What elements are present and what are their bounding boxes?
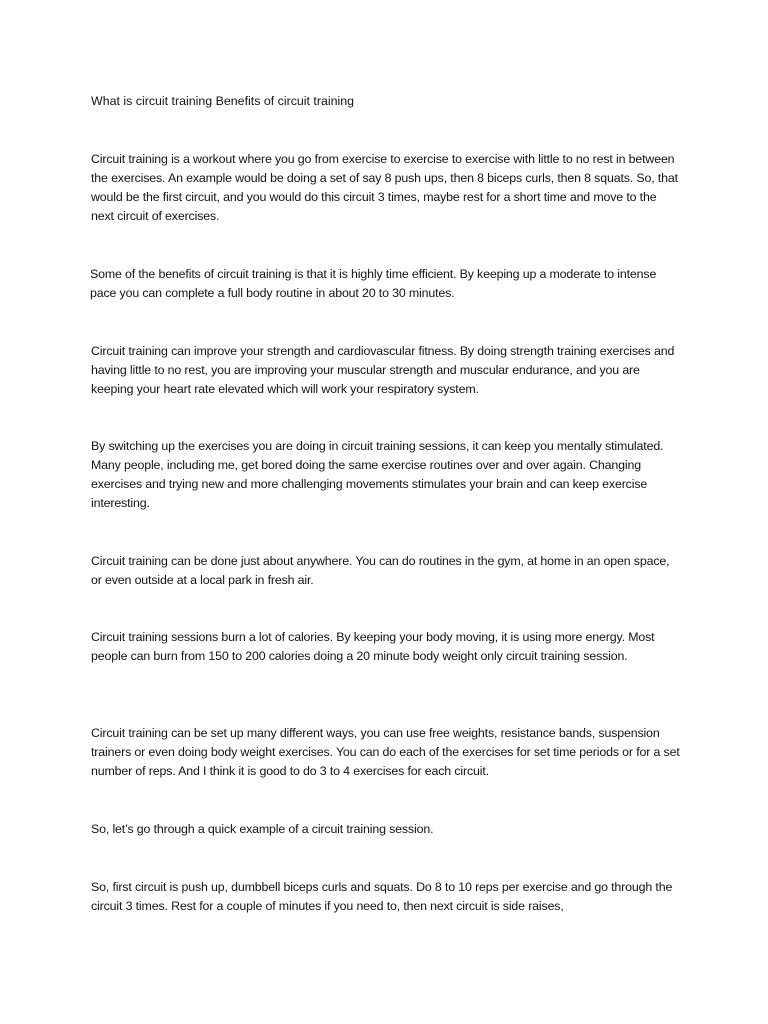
paragraph-time-efficient: Some of the benefits of circuit training is that it is highly time efficient. By keeping up a moderate to intense pace you can complete a full body routine in about 20 to 30 minutes. <box>90 267 657 300</box>
paragraph-example-intro: So, let’s go through a quick example of a circuit training session. <box>91 822 434 836</box>
paragraph-first-circuit: So, first circuit is push up, dumbbell biceps curls and squats. Do 8 to 10 reps per exercise and go through the circuit 3 times. Rest for a couple of minutes if you need to, then next circuit is side raises, <box>91 880 673 913</box>
paragraph-done-anywhere: Circuit training can be done just about anywhere. You can do routines in the gym, at home in an open space, or even outside at a local park in fresh air. <box>91 554 670 587</box>
paragraph-what-is-circuit-training: Circuit training is a workout where you go from exercise to exercise to exercise with little to no rest in between the exercises. An example would be doing a set of say 8 push ups, then 8 biceps curls, then 8 squats. So, that would be the first circuit, and you would do this circuit 3 times, maybe rest for a short time and move to the next circuit of exercises. <box>91 152 678 223</box>
paragraph-set-up-ways: Circuit training can be set up many different ways, you can use free weights, resistance bands, suspension trainers or even doing body weight exercises. You can do each of the exercises for set time periods or for a set number of reps. And I think it is good to do 3 to 4 exercises for each circuit. <box>91 726 680 778</box>
paragraph-strength-cardio: Circuit training can improve your strength and cardiovascular fitness. By doing strength training exercises and having little to no rest, you are improving your muscular strength and muscular endurance, and you are keeping your heart rate elevated which will work your respiratory system. <box>91 344 675 396</box>
document-title: What is circuit training Benefits of circuit training <box>91 94 355 108</box>
paragraph-burn-calories: Circuit training sessions burn a lot of calories. By keeping your body moving, it is using more energy. Most people can burn from 150 to 200 calories doing a 20 minute body weight only circuit training session. <box>91 630 655 663</box>
paragraph-mentally-stimulated: By switching up the exercises you are doing in circuit training sessions, it can keep you mentally stimulated. Many people, including me, get bored doing the same exercise routines over and over again. Changing exercises and trying new and more challenging movements stimulates your brain and can keep exercise interesting. <box>91 439 664 510</box>
